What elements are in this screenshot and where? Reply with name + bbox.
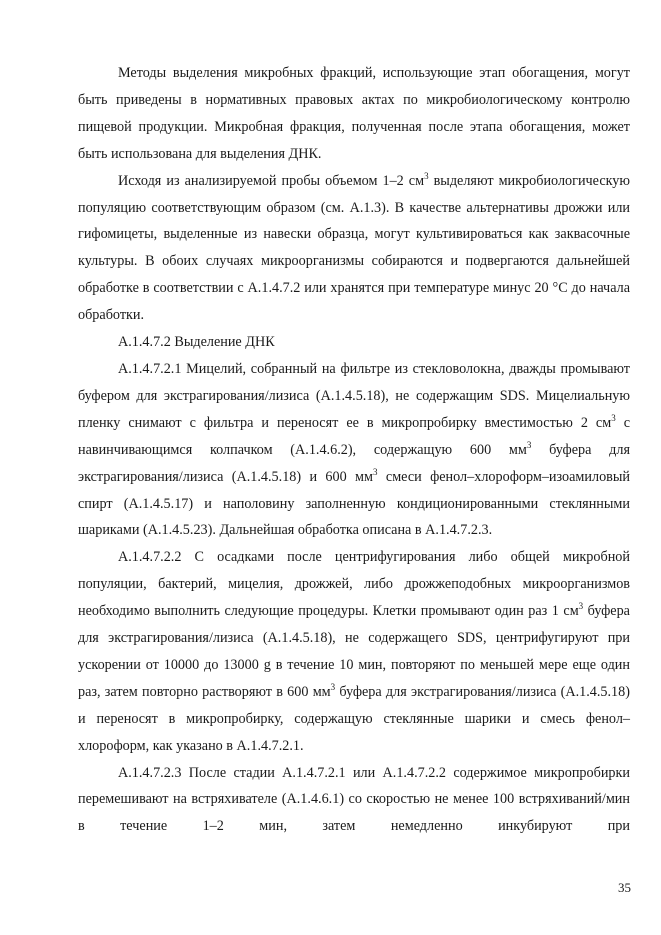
- paragraph-text: Методы выделения микробных фракций, использующие этап обогащения, могут быть приведены в нормативных правовых актах по микробиологическому контролю пищевой продукции. Микробная фракция, полученная после этапа обогащения, может быть использована для выделения ДНК.: [78, 65, 630, 162]
- paragraph-text: смеси фенол–хлороформ–изоамиловый спирт (А.1.4.5.17) и наполовину заполненную кондиционированными стеклянными шариками (А.1.4.5.23). Дальнейшая обработка описана в А.1.4.7.2.3.: [78, 468, 630, 539]
- paragraph-text: с навинчивающимся колпачком (А.1.4.6.2), содержащую 600 мм: [78, 414, 630, 458]
- superscript: 3: [330, 681, 336, 692]
- paragraph-shaking-procedure: [78, 760, 630, 841]
- heading-text: А.1.4.7.2 Выделение ДНК: [118, 334, 275, 351]
- paragraph-text: А.1.4.7.2.2 С осадками после центрифугирования либо общей микробной популяции, бактерий, мицелия, дрожжей, либо дрожжеподобных микроорганизмов необходимо выполнить следующие процедуры. Клетки промывают один раз 1 см: [78, 549, 630, 620]
- paragraph-sample-volume: [78, 168, 630, 329]
- paragraph-text: А.1.4.7.2.1 Мицелий, собранный на фильтре из стекловолокна, дважды промывают буфером для экстрагирования/лизиса (А.1.4.5.18), не содержащим SDS. Мицелиальную пленку снимают с фильтра и переносят ее в микропробирку вместимостью 2 см: [78, 360, 630, 431]
- superscript: 3: [578, 601, 584, 612]
- paragraph-mycelium-procedure: [78, 356, 630, 544]
- paragraph-text: буфера для экстрагирования/лизиса (А.1.4.5.18) и 600 мм: [78, 441, 630, 485]
- paragraph-text: А.1.4.7.2.3 После стадии А.1.4.7.2.1 или А.1.4.7.2.2 содержимое микропробирки перемешивают на встряхивателе (А.1.4.6.1) со скоростью не менее 100 встряхиваний/мин в течение 1–2 мин, затем немедленно инкубируют при: [78, 764, 630, 835]
- section-heading-dna-extraction: [78, 329, 630, 356]
- paragraph-text: выделяют микробиологическую популяцию соответствующим образом (см. А.1.3). В качестве альтернативы дрожжи или гифомицеты, выделенные из навески образца, могут культивироваться как заквасочные культуры. В обоих случаях микроорганизмы собираются и подвергаются дальнейшей обработке в соответствии с А.1.4.7.2 или хранятся при температуре минус 20 °С до начала обработки.: [78, 172, 631, 324]
- paragraph-enrichment-methods: [78, 60, 630, 168]
- paragraph-text: буфера для экстрагирования/лизиса (А.1.4.5.18), не содержащего SDS, центрифугируют при ускорении от 10000 до 13000 g в течение 10 мин, повторяют по меньшей мере еще один раз, затем повторно растворяют в 600 мм: [78, 603, 630, 700]
- superscript: 3: [424, 170, 429, 181]
- paragraph-text: Исходя из анализируемой пробы объемом 1–2 см: [118, 172, 425, 189]
- paragraph-text: буфера для экстрагирования/лизиса (А.1.4.5.18) и переносят в микропробирку, содержащую стеклянные шарики и смесь фенол–хлороформ, как указано в А.1.4.7.2.1.: [78, 683, 630, 754]
- paragraph-centrifugation-procedure: [78, 544, 630, 759]
- superscript: 3: [526, 439, 532, 450]
- page-number: 35: [618, 880, 631, 895]
- document-body: [78, 60, 630, 840]
- superscript: 3: [373, 466, 378, 477]
- superscript: 3: [611, 412, 616, 423]
